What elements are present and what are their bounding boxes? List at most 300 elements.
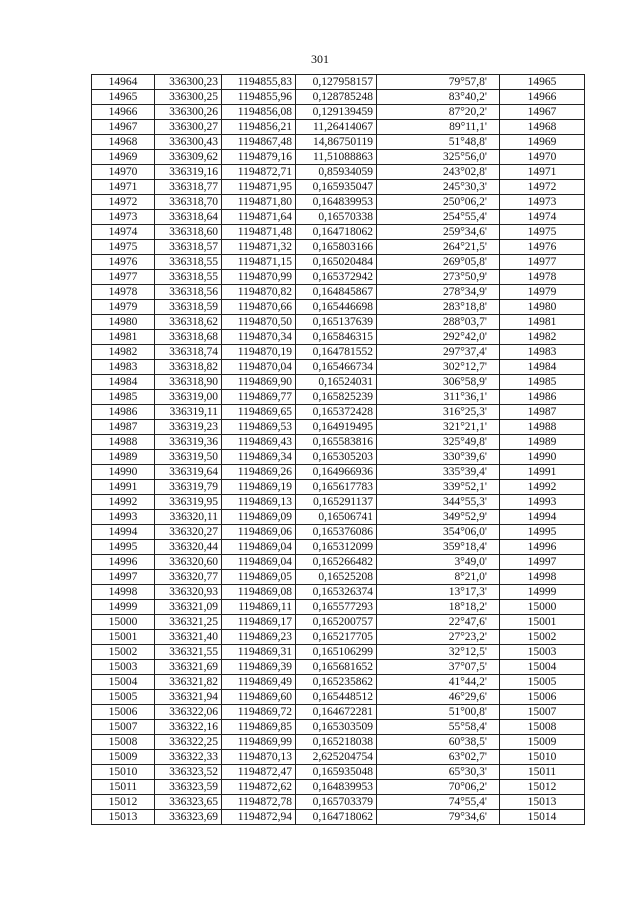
distance-cell: 0,165200757	[296, 615, 377, 630]
table-row	[92, 300, 585, 315]
y-coordinate-cell: 1194869,11	[222, 600, 296, 615]
x-coordinate-cell: 336318,59	[155, 300, 222, 315]
point-number-cell: 14987	[92, 420, 155, 435]
y-coordinate-cell: 1194871,32	[222, 240, 296, 255]
bearing-angle-cell: 79°57,8'	[377, 75, 500, 90]
bearing-angle-cell: 264°21,5'	[377, 240, 500, 255]
next-point-number-cell: 14999	[500, 585, 585, 600]
x-coordinate-cell: 336318,60	[155, 225, 222, 240]
bearing-angle-cell: 27°23,2'	[377, 630, 500, 645]
point-number-cell: 14992	[92, 495, 155, 510]
next-point-number-cell: 14971	[500, 165, 585, 180]
table-row	[92, 675, 585, 690]
table-row	[92, 540, 585, 555]
y-coordinate-cell: 1194871,80	[222, 195, 296, 210]
point-number-cell: 14999	[92, 600, 155, 615]
point-number-cell: 15008	[92, 735, 155, 750]
point-number-cell: 14982	[92, 345, 155, 360]
point-number-cell: 14978	[92, 285, 155, 300]
next-point-number-cell: 14992	[500, 480, 585, 495]
distance-cell: 0,165617783	[296, 480, 377, 495]
bearing-angle-cell: 269°05,8'	[377, 255, 500, 270]
bearing-angle-cell: 254°55,4'	[377, 210, 500, 225]
distance-cell: 0,16506741	[296, 510, 377, 525]
x-coordinate-cell: 336318,55	[155, 270, 222, 285]
point-number-cell: 15013	[92, 810, 155, 825]
table-row	[92, 375, 585, 390]
next-point-number-cell: 15006	[500, 690, 585, 705]
table-row	[92, 195, 585, 210]
point-number-cell: 15007	[92, 720, 155, 735]
x-coordinate-cell: 336319,79	[155, 480, 222, 495]
y-coordinate-cell: 1194869,19	[222, 480, 296, 495]
next-point-number-cell: 15007	[500, 705, 585, 720]
table-row	[92, 465, 585, 480]
y-coordinate-cell: 1194870,82	[222, 285, 296, 300]
y-coordinate-cell: 1194870,34	[222, 330, 296, 345]
table-row	[92, 120, 585, 135]
x-coordinate-cell: 336321,69	[155, 660, 222, 675]
y-coordinate-cell: 1194879,16	[222, 150, 296, 165]
table-row	[92, 225, 585, 240]
y-coordinate-cell: 1194872,78	[222, 795, 296, 810]
distance-cell: 0,165583816	[296, 435, 377, 450]
point-number-cell: 15004	[92, 675, 155, 690]
coordinates-table	[91, 74, 585, 825]
table-row	[92, 600, 585, 615]
x-coordinate-cell: 336318,74	[155, 345, 222, 360]
table-row	[92, 630, 585, 645]
distance-cell: 0,165372942	[296, 270, 377, 285]
bearing-angle-cell: 245°30,3'	[377, 180, 500, 195]
next-point-number-cell: 15002	[500, 630, 585, 645]
x-coordinate-cell: 336321,40	[155, 630, 222, 645]
next-point-number-cell: 14997	[500, 555, 585, 570]
x-coordinate-cell: 336319,11	[155, 405, 222, 420]
x-coordinate-cell: 336319,95	[155, 495, 222, 510]
x-coordinate-cell: 336319,23	[155, 420, 222, 435]
next-point-number-cell: 14981	[500, 315, 585, 330]
table-row	[92, 525, 585, 540]
bearing-angle-cell: 3°49,0'	[377, 555, 500, 570]
distance-cell: 0,165846315	[296, 330, 377, 345]
x-coordinate-cell: 336321,94	[155, 690, 222, 705]
distance-cell: 0,165218038	[296, 735, 377, 750]
x-coordinate-cell: 336318,82	[155, 360, 222, 375]
table-row	[92, 210, 585, 225]
x-coordinate-cell: 336321,82	[155, 675, 222, 690]
distance-cell: 0,164845867	[296, 285, 377, 300]
next-point-number-cell: 14991	[500, 465, 585, 480]
distance-cell: 0,165825239	[296, 390, 377, 405]
point-number-cell: 14980	[92, 315, 155, 330]
bearing-angle-cell: 18°18,2'	[377, 600, 500, 615]
distance-cell: 2,625204754	[296, 750, 377, 765]
point-number-cell: 14974	[92, 225, 155, 240]
y-coordinate-cell: 1194870,66	[222, 300, 296, 315]
point-number-cell: 15012	[92, 795, 155, 810]
x-coordinate-cell: 336323,65	[155, 795, 222, 810]
bearing-angle-cell: 79°34,6'	[377, 810, 500, 825]
x-coordinate-cell: 336322,06	[155, 705, 222, 720]
y-coordinate-cell: 1194855,96	[222, 90, 296, 105]
table-row	[92, 705, 585, 720]
next-point-number-cell: 14965	[500, 75, 585, 90]
x-coordinate-cell: 336300,26	[155, 105, 222, 120]
next-point-number-cell: 15008	[500, 720, 585, 735]
table-row	[92, 390, 585, 405]
next-point-number-cell: 15009	[500, 735, 585, 750]
point-number-cell: 14985	[92, 390, 155, 405]
distance-cell: 0,165703379	[296, 795, 377, 810]
point-number-cell: 14986	[92, 405, 155, 420]
bearing-angle-cell: 65°30,3'	[377, 765, 500, 780]
next-point-number-cell: 14978	[500, 270, 585, 285]
bearing-angle-cell: 325°49,8'	[377, 435, 500, 450]
point-number-cell: 14994	[92, 525, 155, 540]
y-coordinate-cell: 1194869,06	[222, 525, 296, 540]
point-number-cell: 14995	[92, 540, 155, 555]
table-row	[92, 330, 585, 345]
bearing-angle-cell: 63°02,7'	[377, 750, 500, 765]
table-row	[92, 810, 585, 825]
point-number-cell: 14989	[92, 450, 155, 465]
table-row	[92, 570, 585, 585]
next-point-number-cell: 15011	[500, 765, 585, 780]
y-coordinate-cell: 1194869,43	[222, 435, 296, 450]
y-coordinate-cell: 1194869,49	[222, 675, 296, 690]
y-coordinate-cell: 1194856,08	[222, 105, 296, 120]
bearing-angle-cell: 306°58,9'	[377, 375, 500, 390]
next-point-number-cell: 15005	[500, 675, 585, 690]
distance-cell: 11,51088863	[296, 150, 377, 165]
distance-cell: 0,16524031	[296, 375, 377, 390]
x-coordinate-cell: 336323,69	[155, 810, 222, 825]
distance-cell: 0,165312099	[296, 540, 377, 555]
y-coordinate-cell: 1194872,71	[222, 165, 296, 180]
bearing-angle-cell: 321°21,1'	[377, 420, 500, 435]
x-coordinate-cell: 336300,23	[155, 75, 222, 90]
point-number-cell: 14990	[92, 465, 155, 480]
point-number-cell: 14965	[92, 90, 155, 105]
table-row	[92, 765, 585, 780]
next-point-number-cell: 15014	[500, 810, 585, 825]
point-number-cell: 14975	[92, 240, 155, 255]
distance-cell: 0,165020484	[296, 255, 377, 270]
point-number-cell: 15010	[92, 765, 155, 780]
y-coordinate-cell: 1194869,39	[222, 660, 296, 675]
next-point-number-cell: 15000	[500, 600, 585, 615]
distance-cell: 0,164672281	[296, 705, 377, 720]
distance-cell: 0,165446698	[296, 300, 377, 315]
bearing-angle-cell: 349°52,9'	[377, 510, 500, 525]
x-coordinate-cell: 336322,25	[155, 735, 222, 750]
point-number-cell: 14996	[92, 555, 155, 570]
distance-cell: 0,165448512	[296, 690, 377, 705]
next-point-number-cell: 14972	[500, 180, 585, 195]
table-row	[92, 180, 585, 195]
x-coordinate-cell: 336318,90	[155, 375, 222, 390]
x-coordinate-cell: 336323,52	[155, 765, 222, 780]
x-coordinate-cell: 336319,64	[155, 465, 222, 480]
next-point-number-cell: 15003	[500, 645, 585, 660]
x-coordinate-cell: 336300,25	[155, 90, 222, 105]
table-row	[92, 255, 585, 270]
distance-cell: 0,165466734	[296, 360, 377, 375]
x-coordinate-cell: 336318,57	[155, 240, 222, 255]
table-row	[92, 615, 585, 630]
point-number-cell: 14979	[92, 300, 155, 315]
point-number-cell: 15002	[92, 645, 155, 660]
bearing-angle-cell: 32°12,5'	[377, 645, 500, 660]
x-coordinate-cell: 336318,68	[155, 330, 222, 345]
x-coordinate-cell: 336321,55	[155, 645, 222, 660]
y-coordinate-cell: 1194869,13	[222, 495, 296, 510]
next-point-number-cell: 14994	[500, 510, 585, 525]
next-point-number-cell: 14974	[500, 210, 585, 225]
y-coordinate-cell: 1194869,09	[222, 510, 296, 525]
x-coordinate-cell: 336320,27	[155, 525, 222, 540]
next-point-number-cell: 14984	[500, 360, 585, 375]
next-point-number-cell: 14983	[500, 345, 585, 360]
x-coordinate-cell: 336318,64	[155, 210, 222, 225]
x-coordinate-cell: 336321,09	[155, 600, 222, 615]
y-coordinate-cell: 1194869,77	[222, 390, 296, 405]
point-number-cell: 14991	[92, 480, 155, 495]
distance-cell: 0,165235862	[296, 675, 377, 690]
y-coordinate-cell: 1194869,34	[222, 450, 296, 465]
next-point-number-cell: 14977	[500, 255, 585, 270]
next-point-number-cell: 14982	[500, 330, 585, 345]
x-coordinate-cell: 336318,62	[155, 315, 222, 330]
x-coordinate-cell: 336318,70	[155, 195, 222, 210]
x-coordinate-cell: 336320,93	[155, 585, 222, 600]
x-coordinate-cell: 336300,27	[155, 120, 222, 135]
x-coordinate-cell: 336300,43	[155, 135, 222, 150]
table-row	[92, 315, 585, 330]
table-row	[92, 150, 585, 165]
bearing-angle-cell: 83°40,2'	[377, 90, 500, 105]
distance-cell: 0,85934059	[296, 165, 377, 180]
bearing-angle-cell: 354°06,0'	[377, 525, 500, 540]
bearing-angle-cell: 41°44,2'	[377, 675, 500, 690]
distance-cell: 0,165803166	[296, 240, 377, 255]
y-coordinate-cell: 1194869,17	[222, 615, 296, 630]
y-coordinate-cell: 1194867,48	[222, 135, 296, 150]
y-coordinate-cell: 1194869,90	[222, 375, 296, 390]
distance-cell: 0,165577293	[296, 600, 377, 615]
table-row	[92, 480, 585, 495]
point-number-cell: 14968	[92, 135, 155, 150]
next-point-number-cell: 14976	[500, 240, 585, 255]
point-number-cell: 14981	[92, 330, 155, 345]
table-row	[92, 165, 585, 180]
x-coordinate-cell: 336320,44	[155, 540, 222, 555]
x-coordinate-cell: 336318,77	[155, 180, 222, 195]
table-row	[92, 345, 585, 360]
table-row	[92, 735, 585, 750]
bearing-angle-cell: 359°18,4'	[377, 540, 500, 555]
point-number-cell: 15011	[92, 780, 155, 795]
page-number: 301	[311, 52, 329, 66]
bearing-angle-cell: 297°37,4'	[377, 345, 500, 360]
point-number-cell: 14984	[92, 375, 155, 390]
bearing-angle-cell: 89°11,1'	[377, 120, 500, 135]
point-number-cell: 15006	[92, 705, 155, 720]
distance-cell: 0,165935048	[296, 765, 377, 780]
next-point-number-cell: 14993	[500, 495, 585, 510]
table-row	[92, 690, 585, 705]
distance-cell: 0,165376086	[296, 525, 377, 540]
next-point-number-cell: 14975	[500, 225, 585, 240]
distance-cell: 0,165291137	[296, 495, 377, 510]
point-number-cell: 14998	[92, 585, 155, 600]
next-point-number-cell: 15001	[500, 615, 585, 630]
table-row	[92, 75, 585, 90]
bearing-angle-cell: 87°20,2'	[377, 105, 500, 120]
point-number-cell: 14964	[92, 75, 155, 90]
bearing-angle-cell: 278°34,9'	[377, 285, 500, 300]
distance-cell: 0,165266482	[296, 555, 377, 570]
point-number-cell: 15009	[92, 750, 155, 765]
bearing-angle-cell: 316°25,3'	[377, 405, 500, 420]
table-row	[92, 510, 585, 525]
x-coordinate-cell: 336323,59	[155, 780, 222, 795]
y-coordinate-cell: 1194869,26	[222, 465, 296, 480]
next-point-number-cell: 14988	[500, 420, 585, 435]
next-point-number-cell: 14966	[500, 90, 585, 105]
bearing-angle-cell: 302°12,7'	[377, 360, 500, 375]
y-coordinate-cell: 1194869,85	[222, 720, 296, 735]
table-row	[92, 105, 585, 120]
x-coordinate-cell: 336320,60	[155, 555, 222, 570]
y-coordinate-cell: 1194870,04	[222, 360, 296, 375]
table-row	[92, 495, 585, 510]
distance-cell: 0,164781552	[296, 345, 377, 360]
next-point-number-cell: 14985	[500, 375, 585, 390]
distance-cell: 0,16570338	[296, 210, 377, 225]
table-row	[92, 360, 585, 375]
bearing-angle-cell: 51°48,8'	[377, 135, 500, 150]
bearing-angle-cell: 250°06,2'	[377, 195, 500, 210]
table-row	[92, 555, 585, 570]
table-row	[92, 585, 585, 600]
next-point-number-cell: 15012	[500, 780, 585, 795]
x-coordinate-cell: 336318,55	[155, 255, 222, 270]
table-row	[92, 420, 585, 435]
point-number-cell: 14993	[92, 510, 155, 525]
y-coordinate-cell: 1194869,05	[222, 570, 296, 585]
point-number-cell: 14988	[92, 435, 155, 450]
point-number-cell: 15000	[92, 615, 155, 630]
bearing-angle-cell: 283°18,8'	[377, 300, 500, 315]
distance-cell: 0,165217705	[296, 630, 377, 645]
point-number-cell: 14983	[92, 360, 155, 375]
distance-cell: 0,164966936	[296, 465, 377, 480]
next-point-number-cell: 14990	[500, 450, 585, 465]
x-coordinate-cell: 336319,50	[155, 450, 222, 465]
distance-cell: 0,164718062	[296, 810, 377, 825]
table-row	[92, 660, 585, 675]
bearing-angle-cell: 344°55,3'	[377, 495, 500, 510]
coordinates-table-body	[92, 75, 585, 825]
y-coordinate-cell: 1194871,15	[222, 255, 296, 270]
bearing-angle-cell: 273°50,9'	[377, 270, 500, 285]
distance-cell: 0,128785248	[296, 90, 377, 105]
x-coordinate-cell: 336309,62	[155, 150, 222, 165]
next-point-number-cell: 14986	[500, 390, 585, 405]
distance-cell: 0,164919495	[296, 420, 377, 435]
distance-cell: 14,86750119	[296, 135, 377, 150]
bearing-angle-cell: 243°02,8'	[377, 165, 500, 180]
x-coordinate-cell: 336321,25	[155, 615, 222, 630]
distance-cell: 0,129139459	[296, 105, 377, 120]
y-coordinate-cell: 1194869,04	[222, 555, 296, 570]
point-number-cell: 14977	[92, 270, 155, 285]
y-coordinate-cell: 1194856,21	[222, 120, 296, 135]
y-coordinate-cell: 1194869,23	[222, 630, 296, 645]
next-point-number-cell: 15010	[500, 750, 585, 765]
distance-cell: 11,26414067	[296, 120, 377, 135]
next-point-number-cell: 14989	[500, 435, 585, 450]
bearing-angle-cell: 74°55,4'	[377, 795, 500, 810]
x-coordinate-cell: 336320,11	[155, 510, 222, 525]
distance-cell: 0,165372428	[296, 405, 377, 420]
next-point-number-cell: 14968	[500, 120, 585, 135]
y-coordinate-cell: 1194870,99	[222, 270, 296, 285]
x-coordinate-cell: 336318,56	[155, 285, 222, 300]
table-row	[92, 795, 585, 810]
y-coordinate-cell: 1194870,13	[222, 750, 296, 765]
bearing-angle-cell: 13°17,3'	[377, 585, 500, 600]
next-point-number-cell: 14995	[500, 525, 585, 540]
table-row	[92, 720, 585, 735]
next-point-number-cell: 15004	[500, 660, 585, 675]
x-coordinate-cell: 336322,33	[155, 750, 222, 765]
y-coordinate-cell: 1194872,47	[222, 765, 296, 780]
table-row	[92, 135, 585, 150]
distance-cell: 0,16525208	[296, 570, 377, 585]
table-row	[92, 450, 585, 465]
point-number-cell: 15001	[92, 630, 155, 645]
distance-cell: 0,165106299	[296, 645, 377, 660]
bearing-angle-cell: 55°58,4'	[377, 720, 500, 735]
bearing-angle-cell: 46°29,6'	[377, 690, 500, 705]
bearing-angle-cell: 8°21,0'	[377, 570, 500, 585]
point-number-cell: 14970	[92, 165, 155, 180]
x-coordinate-cell: 336322,16	[155, 720, 222, 735]
bearing-angle-cell: 22°47,6'	[377, 615, 500, 630]
y-coordinate-cell: 1194869,65	[222, 405, 296, 420]
bearing-angle-cell: 60°38,5'	[377, 735, 500, 750]
y-coordinate-cell: 1194872,94	[222, 810, 296, 825]
y-coordinate-cell: 1194855,83	[222, 75, 296, 90]
distance-cell: 0,165305203	[296, 450, 377, 465]
y-coordinate-cell: 1194872,62	[222, 780, 296, 795]
distance-cell: 0,164718062	[296, 225, 377, 240]
y-coordinate-cell: 1194869,72	[222, 705, 296, 720]
bearing-angle-cell: 37°07,5'	[377, 660, 500, 675]
y-coordinate-cell: 1194869,53	[222, 420, 296, 435]
bearing-angle-cell: 330°39,6'	[377, 450, 500, 465]
x-coordinate-cell: 336320,77	[155, 570, 222, 585]
y-coordinate-cell: 1194870,19	[222, 345, 296, 360]
next-point-number-cell: 14980	[500, 300, 585, 315]
point-number-cell: 14966	[92, 105, 155, 120]
x-coordinate-cell: 336319,16	[155, 165, 222, 180]
distance-cell: 0,164839953	[296, 195, 377, 210]
distance-cell: 0,165935047	[296, 180, 377, 195]
